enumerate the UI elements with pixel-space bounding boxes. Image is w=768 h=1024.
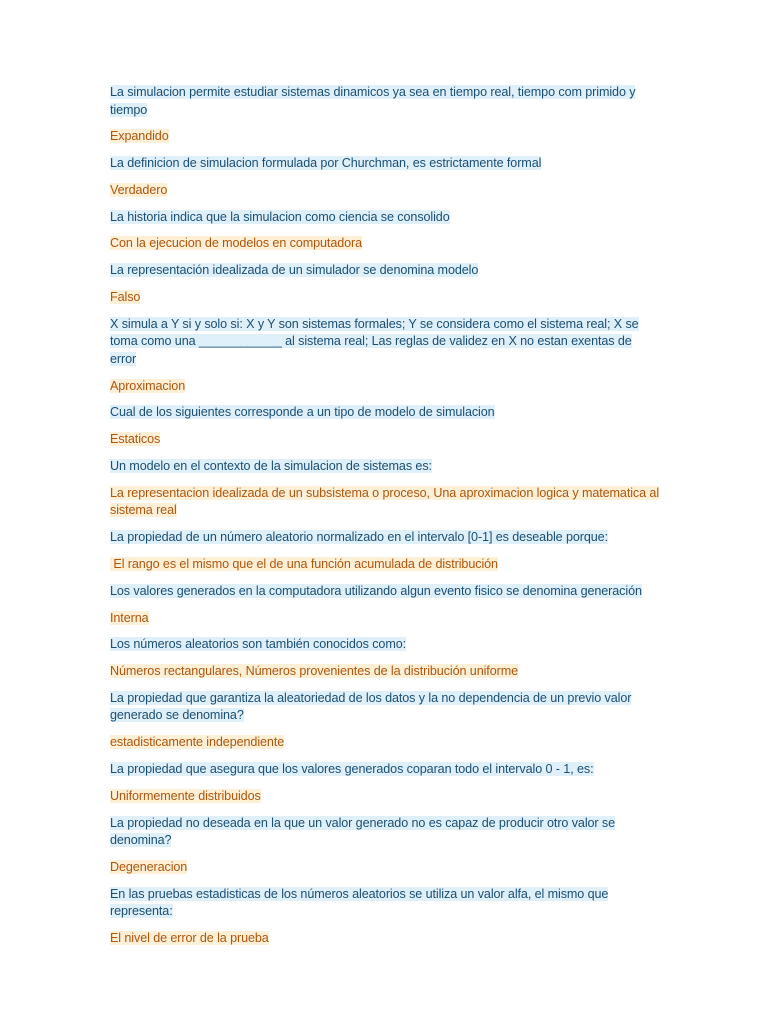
answer-3: [110, 235, 660, 253]
answer-8: [110, 556, 660, 574]
answer-11-text: estadisticamente independiente: [110, 735, 285, 750]
answer-2-text: Verdadero: [110, 182, 168, 197]
question-6: [110, 404, 660, 422]
answer-9-text: Interna: [110, 610, 149, 625]
answer-3-text: Con la ejecucion de modelos en computadora: [110, 236, 363, 251]
question-5: [110, 316, 660, 369]
answer-12: [110, 788, 660, 806]
question-11: [110, 690, 660, 725]
question-7-text: Un modelo en el contexto de la simulacion de sistemas es:: [110, 459, 432, 474]
answer-4-text: Falso: [110, 290, 141, 305]
answer-13-text: Degeneracion: [110, 859, 188, 874]
answer-6: [110, 431, 660, 449]
answer-8-text: El rango es el mismo que el de una función acumulada de distribución: [110, 556, 498, 571]
answer-4: [110, 289, 660, 307]
answer-5-text: Aproximacion: [110, 378, 186, 393]
answer-1: [110, 128, 660, 146]
answer-5: [110, 378, 660, 396]
question-3: [110, 209, 660, 227]
question-8: [110, 529, 660, 547]
question-7: [110, 458, 660, 476]
answer-12-text: Uniformemente distribuidos: [110, 788, 261, 803]
question-6-text: Cual de los siguientes corresponde a un tipo de modelo de simulacion: [110, 405, 495, 420]
question-9-text: Los valores generados en la computadora utilizando algun evento fisico se denomina generación: [110, 583, 642, 598]
answer-11: [110, 734, 660, 752]
question-13: [110, 815, 660, 850]
question-4: [110, 262, 660, 280]
answer-10: [110, 663, 660, 681]
question-8-text: La propiedad de un número aleatorio normalizado en el intervalo [0-1] es deseable porque:: [110, 530, 608, 545]
question-2-text: La definicion de simulacion formulada por Churchman, es estrictamente formal: [110, 156, 542, 171]
question-2: [110, 155, 660, 173]
answer-14-text: El nivel de error de la prueba: [110, 931, 269, 946]
question-10-text: Los números aleatorios son también conocidos como:: [110, 637, 407, 652]
question-14-text: En las pruebas estadisticas de los números aleatorios se utiliza un valor alfa, el mismo que representa:: [110, 886, 609, 919]
answer-9: [110, 610, 660, 628]
answer-2: [110, 182, 660, 200]
answer-1-text: Expandido: [110, 129, 169, 144]
answer-7: [110, 485, 660, 520]
answer-7-text: La representacion idealizada de un subsistema o proceso, Una aproximacion logica y matematica al sistema real: [110, 485, 660, 518]
answer-10-text: Números rectangulares, Números provenientes de la distribución uniforme: [110, 664, 518, 679]
question-10: [110, 636, 660, 654]
answer-14: [110, 930, 660, 948]
question-1-text: La simulacion permite estudiar sistemas dinamicos ya sea en tiempo real, tiempo com primido y tiempo: [110, 85, 636, 117]
question-5-text: X simula a Y si y solo si: X y Y son sistemas formales; Y se considera como el sistema real; X se toma como una ____________ al sistema real; Las reglas de validez en X no estan exentas de error: [110, 316, 639, 366]
question-12-text: La propiedad que asegura que los valores generados coparan todo el intervalo 0 - 1, es:: [110, 762, 594, 777]
question-9: [110, 583, 660, 601]
question-11-text: La propiedad que garantiza la aleatoriedad de los datos y la no dependencia de un previo valor generado se denomina?: [110, 690, 632, 723]
answer-13: [110, 859, 660, 877]
question-13-text: La propiedad no deseada en la que un valor generado no es capaz de producir otro valor se denomina?: [110, 815, 616, 848]
question-4-text: La representación idealizada de un simulador se denomina modelo: [110, 263, 479, 278]
question-12: [110, 761, 660, 779]
question-1: [110, 84, 660, 119]
question-3-text: La historia indica que la simulacion como ciencia se consolido: [110, 209, 450, 224]
question-14: [110, 886, 660, 921]
answer-6-text: Estaticos: [110, 432, 161, 447]
